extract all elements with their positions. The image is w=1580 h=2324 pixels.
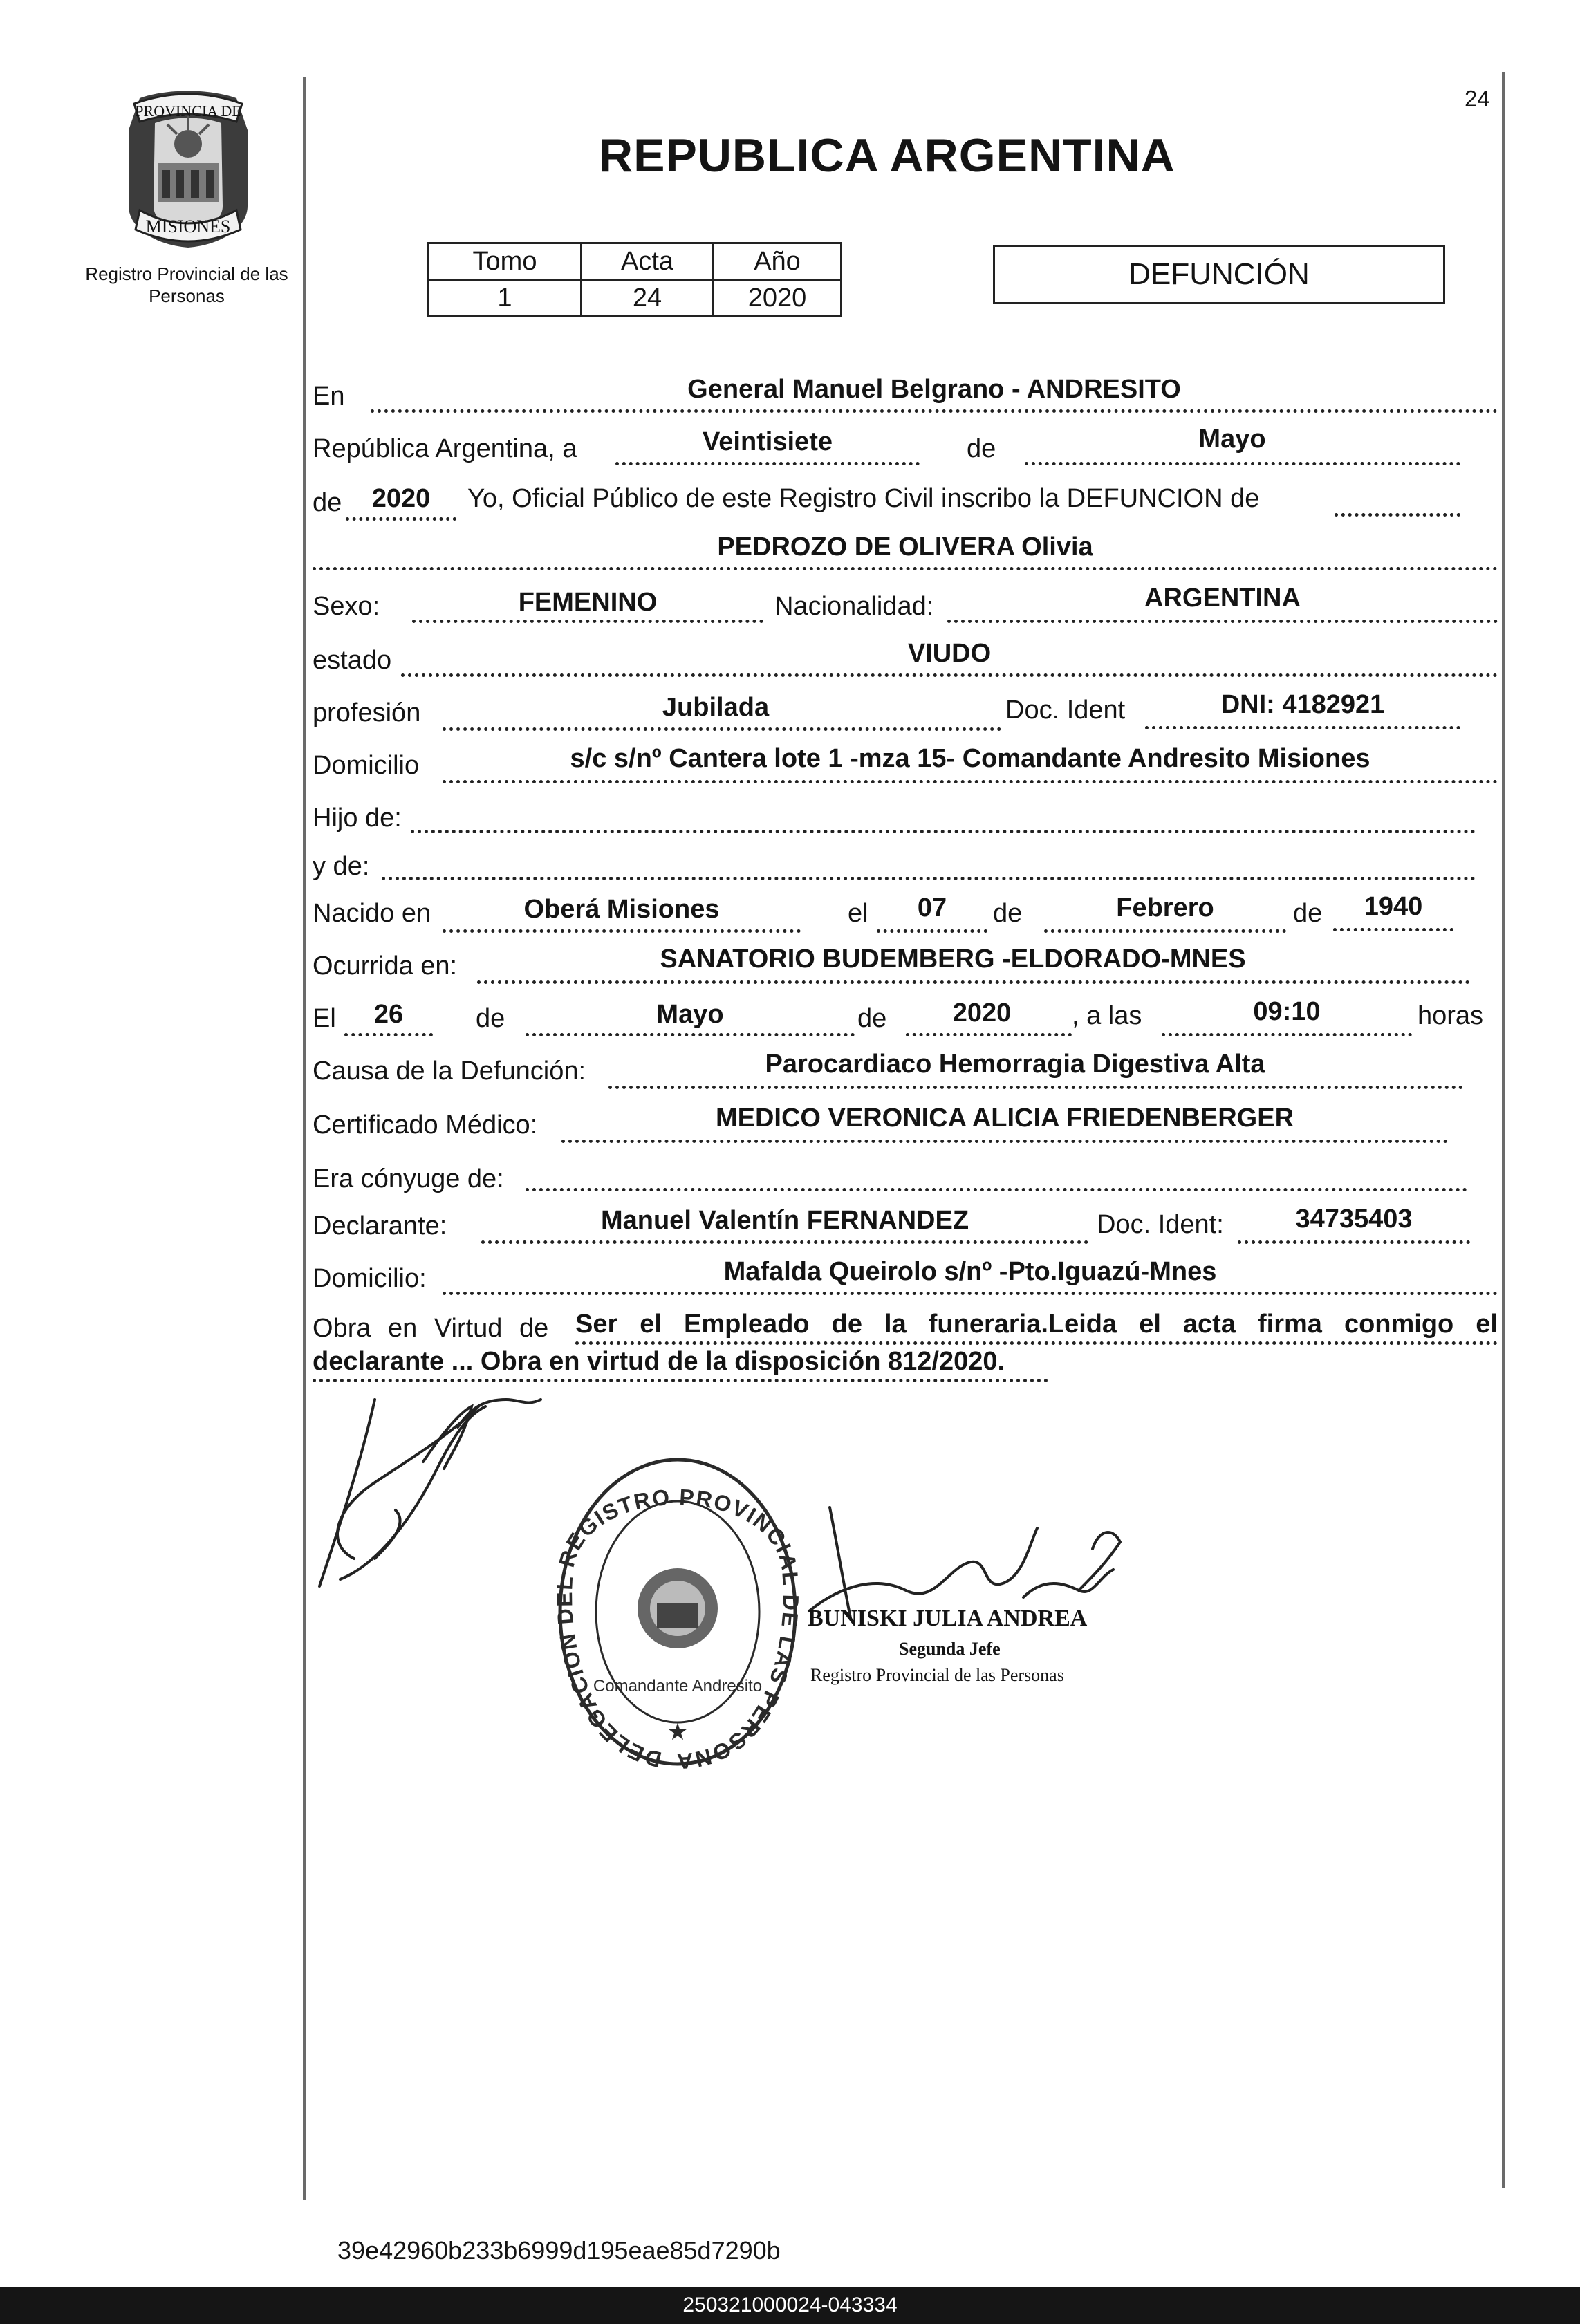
label-de-3: de — [993, 899, 1023, 928]
official-role: Segunda Jefe — [899, 1639, 1001, 1659]
label-profesion: profesión — [313, 698, 421, 727]
value-sexo: FEMENINO — [518, 588, 658, 617]
value-obra-line1: Ser el Empleado de la funeraria.Leida el acta firma conmigo el — [575, 1310, 1498, 1339]
label-conyuge: Era cónyuge de: — [313, 1164, 504, 1193]
record-table — [427, 242, 842, 317]
label-domicilio-2: Domicilio: — [313, 1264, 427, 1293]
value-ocurrida-en: SANATORIO BUDEMBERG -ELDORADO-MNES — [660, 945, 1246, 974]
dots-sexo — [412, 620, 763, 623]
label-de-2: de — [313, 488, 342, 517]
value-def-anio: 2020 — [952, 998, 1012, 1028]
dots-nacionalidad — [947, 620, 1498, 623]
value-nacionalidad: ARGENTINA — [1144, 584, 1301, 613]
value-acta: 24 — [582, 280, 714, 317]
dots-nac-anio — [1333, 928, 1453, 931]
document-type-box: DEFUNCIÓN — [993, 245, 1445, 304]
coat-of-arms-icon — [119, 89, 257, 249]
label-el-upper: El — [313, 1004, 336, 1033]
label-yo-oficial: Yo, Oficial Público de este Registro Civil inscribo la DEFUNCION de — [467, 484, 1260, 513]
label-domicilio: Domicilio — [313, 751, 420, 780]
dots-nac-mes — [1044, 929, 1286, 933]
dots-estado — [401, 673, 1498, 677]
label-nacionalidad: Nacionalidad: — [774, 592, 934, 621]
declarant-signature — [313, 1386, 575, 1593]
dots-mes — [1025, 462, 1460, 465]
seal-top-text: PROVINCIA DE — [135, 102, 241, 120]
label-ocurrida-en: Ocurrida en: — [313, 951, 458, 980]
value-nac-mes: Febrero — [1116, 893, 1214, 922]
value-anio: 2020 — [714, 280, 842, 317]
label-obra-en-virtud: Obra en Virtud de — [313, 1314, 549, 1343]
label-y-de: y de: — [313, 852, 370, 881]
value-estado: VIUDO — [907, 639, 992, 668]
stamp-inner-text: Comandante Andresito — [593, 1677, 763, 1695]
dots-ocurrida-en — [477, 980, 1470, 984]
dots-declarante — [481, 1240, 1088, 1244]
seal-bottom-text: MISIONES — [145, 216, 231, 236]
header-tomo: Tomo — [429, 243, 582, 280]
value-nombre: PEDROZO DE OLIVERA Olivia — [717, 532, 1093, 561]
label-causa: Causa de la Defunción: — [313, 1057, 586, 1086]
value-obra-line2: declarante ... Obra en virtud de la disposición 812/2020. — [313, 1347, 1005, 1376]
dots-declarante-doc — [1238, 1240, 1470, 1244]
label-doc-ident-2: Doc. Ident: — [1097, 1210, 1224, 1239]
dots-anio — [346, 517, 456, 521]
footer-bar — [0, 2287, 1580, 2324]
label-de-6: de — [857, 1004, 887, 1033]
value-dia-letras: Veintisiete — [703, 427, 833, 456]
value-lugar: General Manuel Belgrano - ANDRESITO — [687, 375, 1181, 404]
label-declarante: Declarante: — [313, 1211, 447, 1240]
label-a-las: , a las — [1072, 1001, 1142, 1030]
header-acta: Acta — [582, 243, 714, 280]
value-certificado: MEDICO VERONICA ALICIA FRIEDENBERGER — [715, 1104, 1294, 1133]
dots-nacido-en — [443, 929, 801, 933]
dots-def-anio — [906, 1033, 1072, 1036]
label-de-4: de — [1293, 899, 1323, 928]
dots-def-hora — [1162, 1033, 1412, 1036]
label-el: el — [848, 899, 868, 928]
value-domicilio: s/c s/nº Cantera lote 1 -mza 15- Comandante Andresito Misiones — [570, 744, 1370, 773]
dots-doc-ident — [1145, 726, 1460, 729]
label-sexo: Sexo: — [313, 592, 380, 621]
value-def-hora: 09:10 — [1253, 997, 1321, 1026]
dots-y-de — [382, 877, 1476, 880]
value-declarante-doc: 34735403 — [1295, 1205, 1413, 1234]
page-title: REPUBLICA ARGENTINA — [599, 129, 1175, 182]
stamp-outer-text: DELEGACION DEL REGISTRO PROVINCIAL DE LAS PERSONA — [552, 1484, 803, 1769]
right-margin-line — [1502, 72, 1505, 2188]
dots-domicilio — [443, 780, 1498, 783]
value-causa: Parocardiaco Hemorragia Digestiva Alta — [765, 1050, 1265, 1079]
header-anio: Año — [714, 243, 842, 280]
label-estado: estado — [313, 646, 392, 675]
label-hijo-de: Hijo de: — [313, 803, 402, 833]
dots-domicilio-2 — [443, 1292, 1498, 1295]
value-declarante: Manuel Valentín FERNANDEZ — [600, 1206, 969, 1235]
label-de-1: de — [967, 434, 996, 463]
dots-hijo-de — [411, 830, 1476, 833]
dots-certificado — [561, 1140, 1448, 1143]
label-en: En — [313, 382, 345, 411]
value-nac-anio: 1940 — [1364, 892, 1423, 921]
value-def-dia: 26 — [373, 1000, 404, 1029]
dots-en — [371, 409, 1498, 413]
dots-nombre — [313, 567, 1498, 570]
label-horas: horas — [1418, 1001, 1484, 1030]
footer-code: 250321000024-043334 — [682, 2294, 898, 2316]
label-nacido-en: Nacido en — [313, 899, 431, 928]
label-doc-ident: Doc. Ident — [1005, 696, 1126, 725]
official-office: Registro Provincial de las Personas — [810, 1665, 1064, 1685]
official-name: BUNISKI JULIA ANDREA — [808, 1606, 1088, 1631]
dots-def-dia — [344, 1033, 433, 1036]
registry-stamp — [546, 1449, 809, 1769]
page-number: 24 — [1465, 86, 1490, 111]
dots-profesion — [443, 727, 1001, 731]
star-icon: ★ — [667, 1719, 689, 1745]
left-margin-line — [303, 77, 306, 2200]
value-declarante-domicilio: Mafalda Queirolo s/nº -Pto.Iguazú-Mnes — [723, 1257, 1217, 1286]
dots-conyuge — [526, 1188, 1467, 1191]
document-hash: 39e42960b233b6999d195eae85d7290b — [337, 2236, 781, 2265]
value-mes: Mayo — [1198, 425, 1266, 454]
dots-def-mes — [526, 1033, 855, 1036]
dots-dia — [615, 462, 920, 465]
label-certificado: Certificado Médico: — [313, 1110, 538, 1140]
dots-obra-2 — [313, 1379, 1048, 1382]
dots-nac-dia — [877, 929, 987, 933]
value-nac-dia: 07 — [917, 893, 947, 922]
value-tomo: 1 — [429, 280, 582, 317]
value-nacido-en: Oberá Misiones — [523, 895, 720, 924]
dots-yo-end — [1335, 513, 1460, 517]
dots-obra-1 — [575, 1341, 1498, 1345]
value-anio: 2020 — [371, 484, 431, 513]
label-republica: República Argentina, a — [313, 434, 577, 463]
value-profesion: Jubilada — [662, 693, 770, 722]
value-def-mes: Mayo — [656, 1000, 724, 1029]
label-de-5: de — [476, 1004, 505, 1033]
value-doc-ident: DNI: 4182921 — [1220, 690, 1385, 719]
registry-name: Registro Provincial de las Personas — [85, 263, 288, 306]
dots-causa — [608, 1086, 1463, 1089]
